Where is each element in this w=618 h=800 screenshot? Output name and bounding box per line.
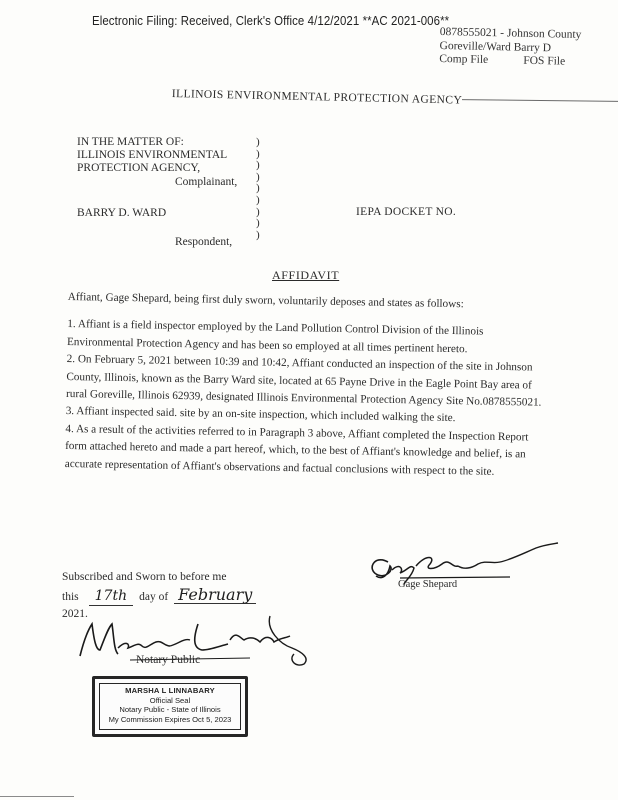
paren: ) bbox=[256, 147, 260, 160]
notary-public-label: Notary Public bbox=[136, 654, 201, 666]
affidavit-body bbox=[65, 289, 544, 482]
complainant-name-line1: ILLINOIS ENVIRONMENTAL bbox=[77, 149, 228, 162]
seal-name: MARSHA L LINNABARY bbox=[125, 686, 215, 695]
electronic-filing-stamp: Electronic Filing: Received, Clerk's Office 4/12/2021 **AC 2021-006** bbox=[92, 13, 450, 28]
paren: ) bbox=[256, 193, 260, 206]
case-caption bbox=[77, 136, 237, 249]
jurat-year: 2021. bbox=[62, 608, 88, 620]
docket-number: IEPA DOCKET NO. bbox=[356, 206, 457, 218]
file-type-line bbox=[439, 53, 581, 69]
complainant-label: Complainant, bbox=[175, 175, 238, 188]
page-footer-rule bbox=[0, 796, 74, 797]
seal-notary-state: Notary Public - State of Illinois bbox=[119, 705, 221, 715]
site-line: Goreville/Ward Barry D bbox=[439, 39, 552, 54]
paren: ) bbox=[256, 170, 260, 183]
intro-statement: Affiant, Gage Shepard, being first duly sworn, voluntarily deposes and states as follows: bbox=[67, 290, 464, 311]
caption-parentheses bbox=[256, 137, 260, 241]
day-of-label: day of bbox=[139, 591, 169, 603]
paren: ) bbox=[256, 182, 260, 195]
paren: ) bbox=[256, 228, 260, 241]
notary-seal-inner bbox=[99, 683, 241, 730]
heading-rule bbox=[462, 99, 618, 102]
seal-commission: My Commission Expires Oct 5, 2023 bbox=[108, 714, 232, 724]
agency-heading: ILLINOIS ENVIRONMENTAL PROTECTION AGENCY bbox=[171, 88, 463, 107]
this-label: this bbox=[62, 591, 79, 603]
handwritten-month: February bbox=[174, 586, 256, 604]
document-title: AFFIDAVIT bbox=[272, 268, 340, 282]
paragraph-1: 1. Affiant is a field inspector employed by the Land Pollution Control Division of the Illinois Environmental Protection Agency and has been so employed at all times pertinent hereto. bbox=[66, 318, 484, 356]
paren: ) bbox=[256, 159, 260, 172]
affiant-printed-name: Gage Shepard bbox=[398, 579, 458, 590]
complainant-name-line2: PROTECTION AGENCY, bbox=[77, 162, 201, 175]
comp-file-label: Comp File bbox=[439, 52, 489, 67]
fos-file-label: FOS File bbox=[523, 54, 566, 68]
respondent-name: BARRY D. WARD bbox=[77, 206, 167, 219]
paren: ) bbox=[256, 217, 260, 230]
respondent-label: Respondent, bbox=[175, 236, 233, 249]
in-the-matter: IN THE MATTER OF: bbox=[77, 136, 184, 148]
jurat-line2 bbox=[62, 586, 256, 606]
paren: ) bbox=[256, 205, 260, 218]
file-number-line: 0878555021 - Johnson County bbox=[439, 26, 582, 41]
affiant-signature bbox=[360, 540, 560, 588]
paragraph-2: 2. On February 5, 2021 between 10:39 and 10:42, Affiant conducted an inspection of the site in Johnson County, Illinois, known as the Barry Ward site, located at 65 Payne Drive in the Eagle Point Bay area of rural Goreville, Illinois 62939, designated Illinois Environmental Protection Agency Site No.0878555021. bbox=[65, 353, 542, 409]
paragraph-4: 4. As a result of the activities referred to in Paragraph 3 above, Affiant completed the Inspection Report form attached hereto and made a part hereof, which, to the best of Affiant's knowledge and belief, is an accurate representation of Affiant's observations and factual conclusions with respect to the site. bbox=[64, 422, 529, 478]
paren: ) bbox=[256, 136, 260, 148]
jurat-line1: Subscribed and Sworn to before me bbox=[62, 571, 227, 583]
file-reference-block bbox=[439, 26, 581, 69]
notary-seal bbox=[92, 676, 248, 737]
seal-official: Official Seal bbox=[149, 695, 191, 705]
paragraph-3: 3. Affiant inspected said. site by an on-site inspection, which included walking the site. bbox=[65, 405, 456, 425]
handwritten-day: 17th bbox=[89, 588, 133, 606]
